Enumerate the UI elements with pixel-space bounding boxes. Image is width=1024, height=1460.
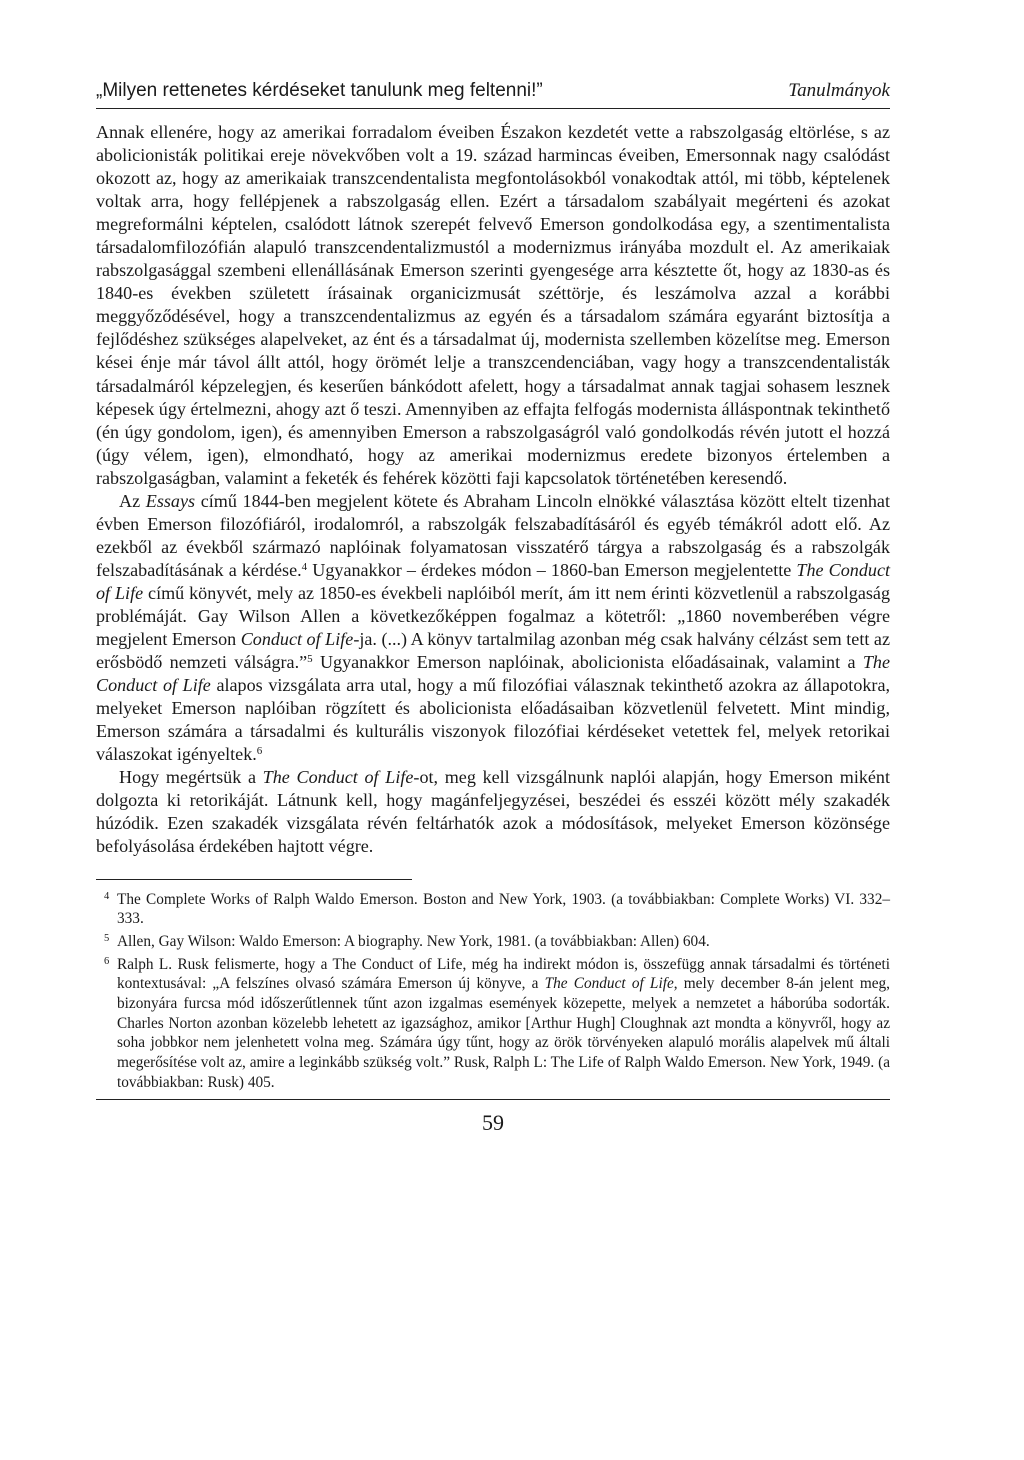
footnote-divider [96,879,412,880]
section-label: Tanulmányok [788,80,890,101]
book-title-italic: The Conduct of Life [96,652,890,696]
paragraph-3 [96,766,890,858]
footnote-number: 6 [104,955,110,967]
paragraph-text: Ugyanakkor – érdekes módon – 1860-ban Emerson megjelentette [307,559,797,580]
paragraph-text: című könyvét, mely az 1850-es évekbeli naplóiból merít, ám itt nem érinti közvetlenül a rabszolgaság problémáját. Gay Wilson Allen a következőképpen fogalmaz a kötetről: „1860 novemberében végre megjelent Emerson [96,582,891,650]
footnote-6 [96,955,890,1093]
footnote-ref[interactable]: 4 [301,560,308,573]
running-title: „Milyen rettenetes kérdéseket tanulunk meg feltenni!” [96,80,543,101]
running-header [96,80,890,109]
paragraph-text: című 1844-ben megjelent kötete és Abraham Lincoln elnökké választása között eltelt tizenhat évben Emerson filozófiáról, irodalomról, a rabszolgák felszabadításáról és egyéb témákról adott elő. Az ezekből az évekből származó naplóinak folyamatosan visszatérő tárgya a rabszolgaság és a rabszolgák felszabadításának a kérdése. [96,490,890,580]
paragraph-text: Ugyanakkor Emerson naplóinak, abolicionista előadásainak, valamint a [312,652,863,673]
book-title-italic: Essays [145,490,196,511]
page-number: 59 [482,1109,504,1135]
paragraph-text: Hogy megértsük a [119,767,263,788]
footnote-text: Allen, Gay Wilson: Waldo Emerson: A biography. New York, 1981. (a továbbiakban: Allen) 604. [117,932,710,950]
book-title-italic: Conduct of Life [240,629,354,650]
paragraph-text: alapos vizsgálata arra utal, hogy a mű filozófiai válasznak tekinthető azokra az állapotokra, melyeket Emerson naplóiban rögzített és abolicionista előadásaiban közvetlenül felvetett. Mint mindig, Emerson számára a társadalmi és kulturális viszonyok filozófiai kérdéseket vetettek fel, melyek retorikai válaszokat igényeltek. [96,675,890,765]
paragraph-text: -ot, meg kell vizsgálnunk naplói alapján, hogy Emerson miként dolgozta ki retorikáját. Látnunk kell, hogy magánfeljegyzései, beszédei és esszéi között mély szakadék húzódik. Ezen szakadék vizsgálata révén feltárhatók azok a módosítások, melyeket Emerson közönsége befolyásolása érdekében hajtott végre. [96,767,891,857]
bottom-divider [96,1099,890,1100]
paragraph-text: Annak ellenére, hogy az amerikai forradalom éveiben Északon kezdetét vette a rabszolgaság eltörlése, s az abolicionisták politikai ereje növekvőben volt a 19. század harmincas éveiben, Emersonnak nagy csalódást okozott az, hogy az amerikaiak transzcendentalista megfontolásokból vonakodtak attól, mi több, képtelenek voltak arra, hogy fellépjenek a rabszolgaság ellen. Ezért a társadalom szabályait megérteni és azokat megreformálni képtelen, csalódott látnok szerepét felvevő Emerson gondolkodása egy, a szentimentalista társadalomfilozófián alapuló transzcendentalizmustól a modernizmus irányába mozdult el. Az amerikaiak rabszolgasággal szembeni ellenállásának Emerson szerinti gyengesége arra késztette őt, hogy az 1830-as és 1840-es években született írásainak organicizmusát széttörje, és leszámolva azzal a korábbi meggyőződésével, hogy a transzcendentalizmus az egyén és a társadalom számára egyaránt biztosítja a fejlődéshez szükséges alapelveket, az ént és a társadalmat új, modernista szellemben közelítse meg. Emerson kései énje már távol állt attól, hogy örömét lelje a transzcendenciában, vagy hogy a transzcendentalisták társadalmáról képzelegjen, és keserűen bánkódott afelett, hogy a társadalmat annak tagjai sohasem lesznek képesek úgy értelmezni, ahogy azt ő teszi. Amennyiben az effajta felfogás modernista álláspontnak tekinthető (én úgy gondolom, igen), és amennyiben Emerson a rabszolgaságról való gondolkodás révén jutott el hozzá (úgy vélem, igen), elmondható, hogy az amerikai modernizmus eredete bizonyos értelemben a rabszolgaságban, valamint a feketék és fehérek közötti faji kapcsolatok történetében keresendő. [96,122,891,488]
footnote-number: 4 [104,890,110,902]
footnote-number: 5 [104,932,110,944]
footnotes [96,890,890,1093]
book-title-italic: The Conduct of Life [96,559,890,603]
footnote-ref[interactable]: 6 [256,745,263,758]
paragraph-text: Az [119,490,146,511]
book-title-italic: The Conduct of Life [262,767,414,788]
footnote-text: The Complete Works of Ralph Waldo Emerson. Boston and New York, 1903. (a továbbiakban: Complete Works) VI. 332–333. [117,890,890,928]
paragraph-2 [96,490,890,767]
footnote-5 [96,932,890,952]
footnote-text: , mely december 8-án jelent meg, bizonyára furcsa mód időszerűtlennek tűnt azon izgalmas események közepette, melyek a nemzetet a háborúba sodorták. Charles Norton azonban közelebb lehetett az igazsághoz, amikor [Arthur Hugh] Cloughnak azt mondta a könyvről, hogy az soha jobbkor nem jelenhetett volna meg. Számára úgy tűnt, hogy az örök törvényeken alapuló morális alapelvek mű általi megerősítése volt az, amire a leginkább szükség volt.” Rusk, Ralph L: The Life of Ralph Waldo Emerson. New York, 1949. (a továbbiakban: Rusk) 405. [117,975,890,1091]
main-text [96,121,890,859]
footnote-text: Ralph L. Rusk felismerte, hogy a The Conduct of Life, még ha indirekt módon is, összefügg annak társadalmi és történeti kontextusával: „A felszínes olvasó számára Emerson új könyve, a [117,955,890,993]
footnote-4 [96,890,890,929]
footnote-ref[interactable]: 5 [307,653,313,666]
paragraph-text: -ja. (...) A könyv tartalmilag azonban még csak halvány célzást sem tett az erősbödő nemzeti válságra.” [96,629,890,673]
book-title-italic: The Conduct of Life [544,975,674,993]
journal-page [96,80,890,1136]
paragraph-1 [96,121,890,490]
